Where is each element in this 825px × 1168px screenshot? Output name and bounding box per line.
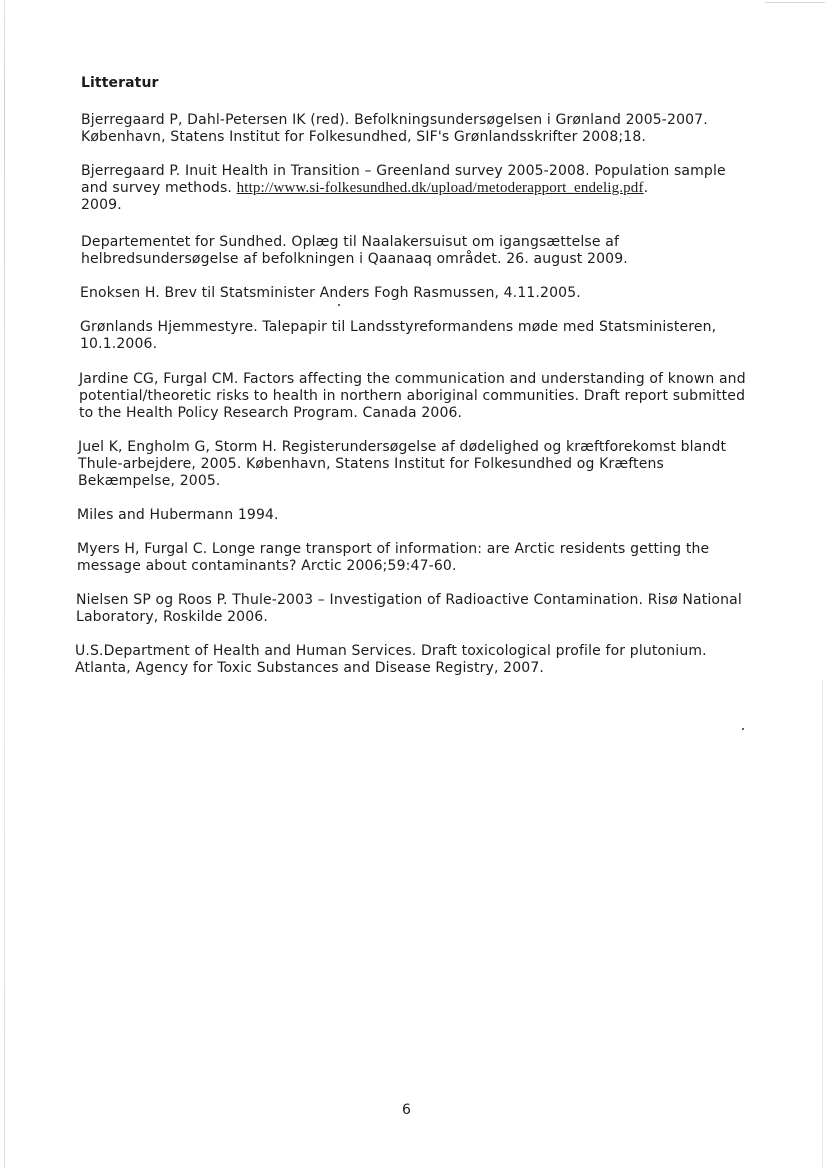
reference-line: Enoksen H. Brev til Statsminister Anders Fogh Rasmussen, 4.11.2005. — [80, 285, 581, 301]
reference-item — [81, 234, 628, 268]
reference-text: . — [643, 180, 649, 196]
reference-item — [77, 507, 279, 524]
reference-item — [81, 163, 726, 214]
reference-line: message about contaminants? Arctic 2006;59:47-60. — [77, 558, 457, 574]
reference-item — [77, 541, 709, 575]
scan-edge-top — [765, 2, 825, 3]
reference-item — [78, 439, 726, 490]
reference-line: Bekæmpelse, 2005. — [78, 473, 221, 489]
reference-line: Miles and Hubermann 1994. — [77, 507, 279, 523]
reference-line: Bjerregaard P. Inuit Health in Transition – Greenland survey 2005-2008. Population sample — [81, 163, 726, 179]
reference-item — [79, 371, 746, 422]
reference-line: Juel K, Engholm G, Storm H. Registerundersøgelse af dødelighed og kræftforekomst blandt — [78, 439, 727, 455]
reference-line: 2009. — [81, 197, 122, 213]
reference-item — [76, 592, 742, 626]
reference-text: and survey methods. — [81, 180, 237, 196]
reference-item — [80, 285, 581, 302]
reference-item — [81, 112, 708, 146]
reference-item — [80, 319, 716, 353]
section-heading: Litteratur — [81, 75, 159, 91]
report-link[interactable]: http://www.si-folkesundhed.dk/upload/metoderapport_endelig.pdf — [236, 180, 644, 196]
reference-line: potential/theoretic risks to health in northern aboriginal communities. Draft report submitted — [79, 388, 746, 404]
reference-line: København, Statens Institut for Folkesundhed, SIF's Grønlandsskrifter 2008;18. — [81, 129, 646, 145]
reference-line: 10.1.2006. — [80, 336, 158, 352]
reference-line — [81, 180, 726, 197]
scan-speck — [338, 304, 340, 306]
reference-line: Bjerregaard P, Dahl-Petersen IK (red). Befolkningsundersøgelsen i Grønland 2005-2007. — [81, 112, 708, 128]
reference-item — [75, 643, 707, 677]
reference-line: Jardine CG, Furgal CM. Factors affecting the communication and understanding of known and — [79, 371, 746, 387]
scan-speck — [742, 728, 744, 730]
reference-line: Grønlands Hjemmestyre. Talepapir til Landsstyreformandens møde med Statsministeren, — [80, 319, 717, 335]
reference-line: Laboratory, Roskilde 2006. — [76, 609, 268, 625]
reference-line: Atlanta, Agency for Toxic Substances and Disease Registry, 2007. — [75, 660, 544, 676]
reference-line: helbredsundersøgelse af befolkningen i Qaanaaq området. 26. august 2009. — [81, 251, 628, 267]
reference-line: Departementet for Sundhed. Oplæg til Naalakersuisut om igangsættelse af — [81, 234, 620, 250]
reference-line: Thule-arbejdere, 2005. København, Statens Institut for Folkesundhed og Kræftens — [78, 456, 664, 472]
scan-edge-right — [822, 680, 823, 1168]
reference-line: Nielsen SP og Roos P. Thule-2003 – Investigation of Radioactive Contamination. Risø National — [76, 592, 742, 608]
reference-line: U.S.Department of Health and Human Services. Draft toxicological profile for plutonium. — [75, 643, 707, 659]
reference-line: Myers H, Furgal C. Longe range transport of information: are Arctic residents getting the — [77, 541, 710, 557]
page-number: 6 — [402, 1102, 411, 1118]
reference-line: to the Health Policy Research Program. Canada 2006. — [79, 405, 463, 421]
scan-edge-left — [4, 0, 5, 1168]
